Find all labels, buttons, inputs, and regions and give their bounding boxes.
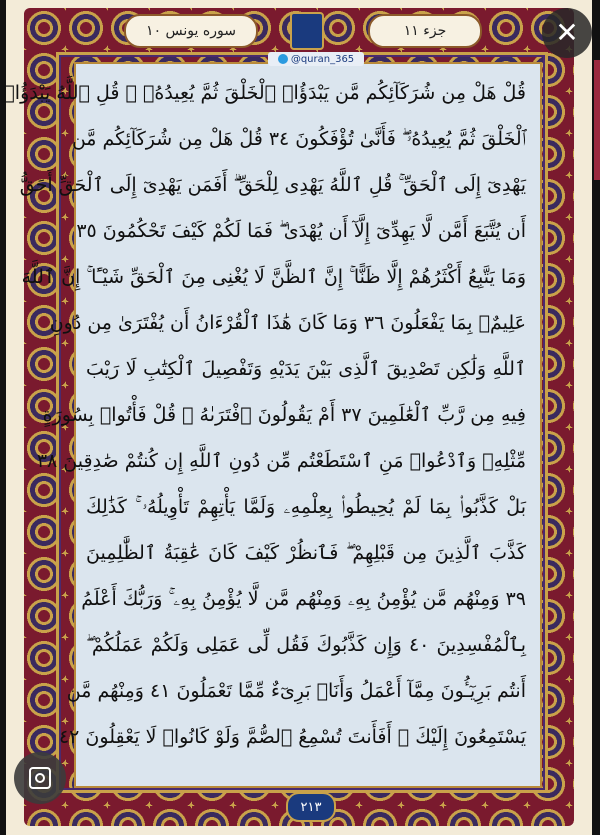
verse-line: فِيهِ مِن رَّبِّ ٱلْعَٰلَمِينَ ٣٧ أَمْ يَقُولُونَ ٱفْتَرَىٰهُ ۖ قُلْ فَأْتُوا۟ بِسُورَةٍ [42,404,526,426]
verse-line: ٱلْخَلْقَ ثُمَّ يُعِيدُهُۥ ۖ فَأَنَّىٰ تُؤْفَكُونَ ٣٤ قُلْ هَلْ مِن شُرَكَآئِكُم مَّن [71,128,526,150]
verse-line: بِٱلْمُفْسِدِينَ ٤٠ وَإِن كَذَّبُوكَ فَقُل لِّى عَمَلِى وَلَكُمْ عَمَلُكُمْ ۖ [86,634,526,656]
verse-line: عَلِيمٌۢ بِمَا يَفْعَلُونَ ٣٦ وَمَا كَانَ هَٰذَا ٱلْقُرْءَانُ أَن يُفْتَرَىٰ مِن دُونِ [49,312,526,334]
verse-lines [3,70,526,780]
verse-line: أَن يُتَّبَعَ أَمَّن لَّا يَهِدِّىٓ إِلَّآ أَن يُهْدَىٰ ۖ فَمَا لَكُمْ كَيْفَ تَحْكُمُونَ ٣٥ [76,220,526,242]
close-icon: ✕ [555,16,579,49]
page-number: ٢١٣ [286,792,336,822]
channel-handle[interactable] [268,52,364,66]
channel-handle-text: @quran_365 [290,53,355,65]
close-button[interactable] [542,8,592,58]
telegram-icon [278,54,288,64]
scrollbar[interactable] [594,60,600,180]
verse-line: يَسْتَمِعُونَ إِلَيْكَ ۚ أَفَأَنتَ تُسْمِعُ ٱلصُّمَّ وَلَوْ كَانُوا۟ لَا يَعْقِلُونَ ٤٢ [58,726,526,748]
verse-line: ٣٩ وَمِنْهُم مَّن يُؤْمِنُ بِهِۦ وَمِنْهُم مَّن لَّا يُؤْمِنُ بِهِۦ ۚ وَرَبُّكَ أَعْلَمُ [81,588,526,610]
verse-line: ٱللَّهِ وَلَٰكِن تَصْدِيقَ ٱلَّذِى بَيْنَ يَدَيْهِ وَتَفْصِيلَ ٱلْكِتَٰبِ لَا رَيْبَ [86,358,526,380]
surah-emblem-icon [290,12,324,50]
juz-label: جزء ١١ [368,14,482,48]
verse-line: كَذَّبَ ٱلَّذِينَ مِن قَبْلِهِمْ ۖ فَٱنظُرْ كَيْفَ كَانَ عَٰقِبَةُ ٱلظَّٰلِمِينَ [86,542,526,564]
verse-line: يَهْدِىٓ إِلَى ٱلْحَقِّ ۚ قُلِ ٱللَّهُ يَهْدِى لِلْحَقِّ ۗ أَفَمَن يَهْدِىٓ إِلَى ٱلْحَقِّ أَحَقُّ [19,174,526,196]
verse-line: أَنتُم بَرِيٓـُٔونَ مِمَّآ أَعْمَلُ وَأَنَا۠ بَرِىٓءٌ مِّمَّا تَعْمَلُونَ ٤١ وَمِنْهُم مَّن [66,680,526,702]
mushaf-page [3,0,592,835]
verse-line: بَلْ كَذَّبُوا۟ بِمَا لَمْ يُحِيطُوا۟ بِعِلْمِهِۦ وَلَمَّا يَأْتِهِمْ تَأْوِيلُهُۥ ۚ كَذَٰلِكَ [86,496,526,518]
lens-search-button[interactable] [14,752,66,804]
verse-line: وَمَا يَتَّبِعُ أَكْثَرُهُمْ إِلَّا ظَنًّا ۚ إِنَّ ٱلظَّنَّ لَا يُغْنِى مِنَ ٱلْحَقِّ شَيْـًٔا ۚ إِنَّ ٱللَّهَ [21,266,526,288]
surah-label: سوره یونس ١٠ [124,14,258,48]
google-lens-icon [29,767,51,789]
verse-line: قُلْ هَلْ مِن شُرَكَآئِكُم مَّن يَبْدَؤُا۟ ٱلْخَلْقَ ثُمَّ يُعِيدُهُۥ ۚ قُلِ ٱللَّهُ يَبْدَؤُا۟ [3,82,526,104]
verse-line: مِّثْلِهِۦ وَٱدْعُوا۟ مَنِ ٱسْتَطَعْتُم مِّن دُونِ ٱللَّهِ إِن كُنتُمْ صَٰدِقِينَ ٣٨ [36,450,526,472]
